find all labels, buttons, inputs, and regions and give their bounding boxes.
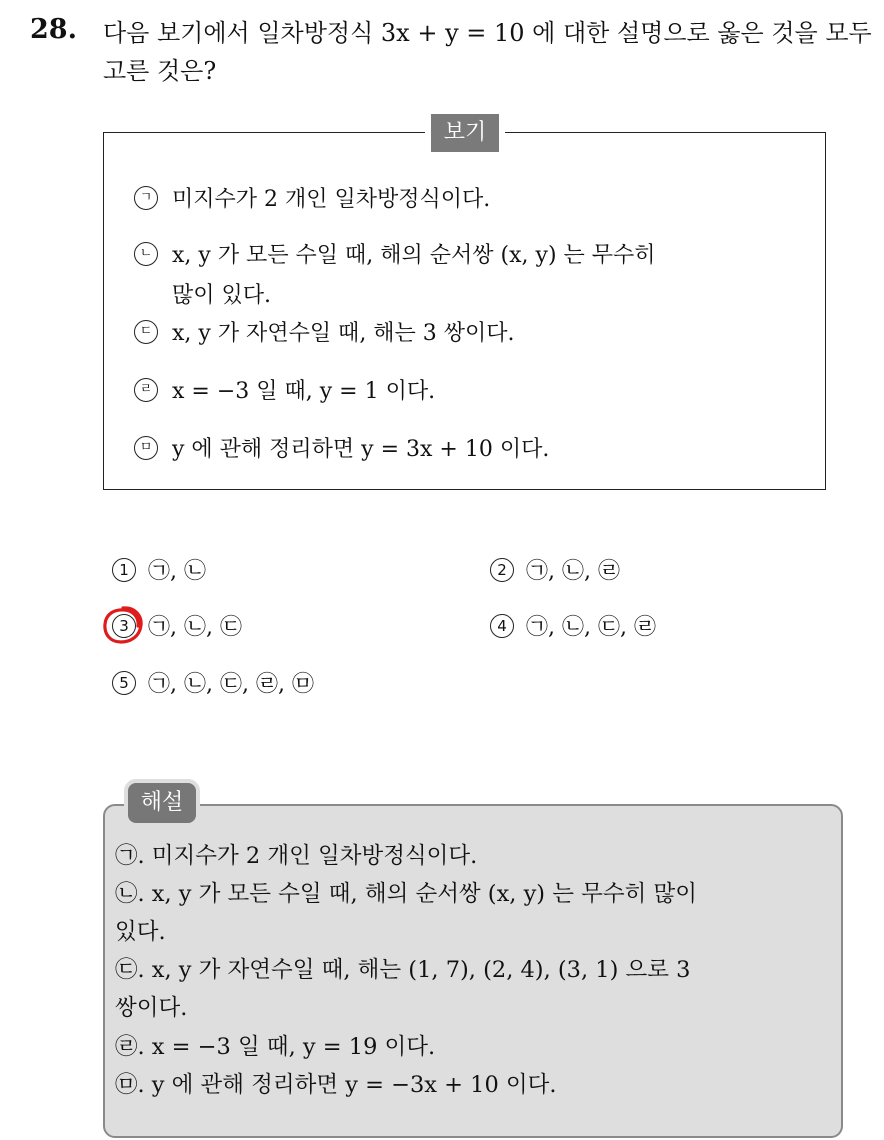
bogi-item-3 bbox=[134, 314, 515, 354]
bogi-item-continuation: 많이 있다. bbox=[172, 283, 271, 308]
bogi-item-2 bbox=[134, 236, 656, 316]
choice-text: ㉠, ㉡ bbox=[148, 559, 206, 584]
solution-line-5: 쌍이다. bbox=[115, 995, 188, 1021]
choice-2[interactable] bbox=[490, 555, 620, 589]
circled-marker: ㄹ bbox=[134, 378, 158, 402]
circled-marker: ㅁ bbox=[134, 436, 158, 460]
solution-line-7: ㉤. y 에 관해 정리하면 y = −3x + 10 이다. bbox=[115, 1072, 557, 1098]
bogi-label: 보기 bbox=[431, 114, 499, 152]
circled-marker: ㄱ bbox=[134, 186, 158, 210]
solution-line-6: ㉣. x = −3 일 때, y = 19 이다. bbox=[115, 1034, 436, 1060]
choice-text: ㉠, ㉡, ㉢ bbox=[148, 615, 242, 640]
choice-5[interactable] bbox=[112, 668, 314, 702]
choice-number: 3 bbox=[112, 614, 136, 638]
bogi-item-5 bbox=[134, 430, 549, 470]
bogi-item-text: 미지수가 2 개인 일차방정식이다. bbox=[172, 187, 491, 212]
choice-number: 1 bbox=[112, 558, 136, 582]
question-text: 다음 보기에서 일차방정식 3x + y = 10 에 대한 설명으로 옳은 것을 모두 고른 것은? bbox=[103, 19, 872, 85]
bogi-item-text: x, y 가 자연수일 때, 해는 3 쌍이다. bbox=[172, 321, 515, 346]
solution-line-1: ㉠. 미지수가 2 개인 일차방정식이다. bbox=[115, 843, 478, 869]
choice-text: ㉠, ㉡, ㉣ bbox=[526, 559, 620, 584]
choice-number: 2 bbox=[490, 558, 514, 582]
solution-line-2: ㉡. x, y 가 모든 수일 때, 해의 순서쌍 (x, y) 는 무수히 많이 bbox=[115, 881, 697, 907]
circled-marker: ㄴ bbox=[134, 242, 158, 266]
solution-label: 해설 bbox=[128, 783, 196, 823]
bogi-item-text: x = −3 일 때, y = 1 이다. bbox=[172, 379, 436, 404]
choice-text: ㉠, ㉡, ㉢, ㉣, ㉤ bbox=[148, 672, 314, 697]
choice-text: ㉠, ㉡, ㉢, ㉣ bbox=[526, 615, 656, 640]
circled-marker: ㄷ bbox=[134, 320, 158, 344]
solution-line-3: 있다. bbox=[115, 919, 166, 945]
choice-4[interactable] bbox=[490, 611, 656, 645]
bogi-item-text: y 에 관해 정리하면 y = 3x + 10 이다. bbox=[172, 437, 550, 462]
bogi-item-1 bbox=[134, 180, 490, 220]
solution-line-4: ㉢. x, y 가 자연수일 때, 해는 (1, 7), (2, 4), (3, 1) 으로 3 bbox=[115, 957, 691, 983]
question-number: 28. bbox=[30, 14, 77, 45]
choice-number: 5 bbox=[112, 671, 136, 695]
answer-circle-mark bbox=[101, 604, 145, 646]
bogi-item-4 bbox=[134, 372, 435, 412]
choice-1[interactable] bbox=[112, 555, 206, 589]
choice-number: 4 bbox=[490, 614, 514, 638]
bogi-item-text: x, y 가 모든 수일 때, 해의 순서쌍 (x, y) 는 무수히 bbox=[172, 243, 656, 268]
